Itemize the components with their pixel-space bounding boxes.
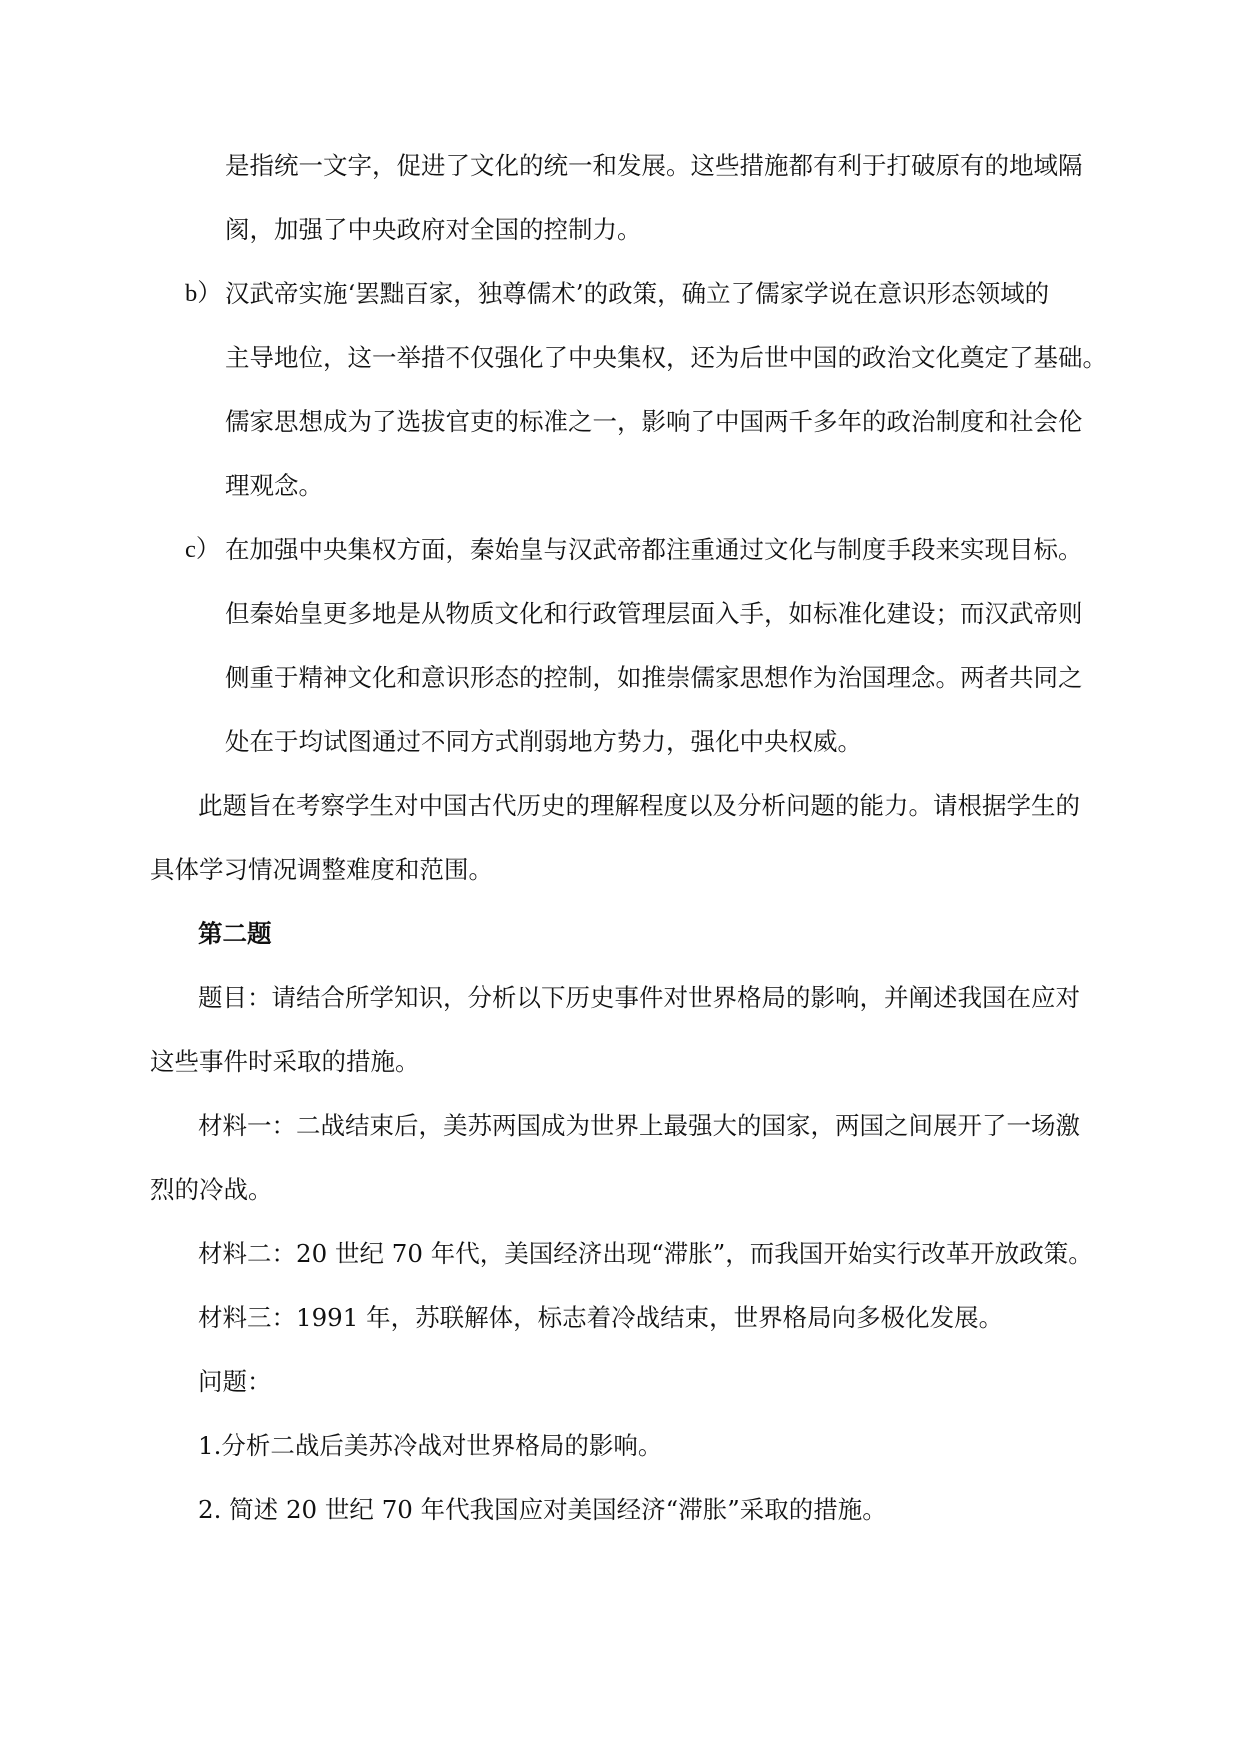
paragraph-line: 材料三：1991 年，苏联解体，标志着冷战结束，世界格局向多极化发展。 [198,1303,1004,1332]
question-item: 1.分析二战后美苏冷战对世界格局的影响。 [198,1431,663,1460]
paragraph-line: 理观念。 [225,471,323,500]
questions-label: 问题： [198,1367,272,1396]
paragraph-line: 此题旨在考察学生对中国古代历史的理解程度以及分析问题的能力。请根据学生的 [198,791,1080,820]
section-heading: 第二题 [198,919,272,948]
paragraph-line: 题目：请结合所学知识，分析以下历史事件对世界格局的影响，并阐述我国在应对 [198,983,1080,1012]
paragraph-line: 汉武帝实施‘罢黜百家，独尊儒术’的政策，确立了儒家学说在意识形态领域的 [225,279,1050,308]
paragraph-line: 阂，加强了中央政府对全国的控制力。 [225,215,642,244]
paragraph-line: 但秦始皇更多地是从物质文化和行政管理层面入手，如标准化建设；而汉武帝则 [225,599,1083,628]
paragraph-line: 主导地位，这一举措不仅强化了中央集权，还为后世中国的政治文化奠定了基础。 [225,343,1107,372]
paragraph-line: 侧重于精神文化和意识形态的控制，如推崇儒家思想作为治国理念。两者共同之 [225,663,1083,692]
paragraph-line: 材料二：20 世纪 70 年代，美国经济出现“滞胀”，而我国开始实行改革开放政策。 [198,1239,1093,1268]
paragraph-line: 材料一：二战结束后，美苏两国成为世界上最强大的国家，两国之间展开了一场激 [198,1111,1080,1140]
paragraph-line: 处在于均试图通过不同方式削弱地方势力，强化中央权威。 [225,727,862,756]
paragraph-line: 这些事件时采取的措施。 [150,1047,420,1076]
paragraph-line: 是指统一文字，促进了文化的统一和发展。这些措施都有利于打破原有的地域隔 [225,151,1083,180]
paragraph-line: 烈的冷战。 [150,1175,273,1204]
list-marker-b: b） [185,280,222,307]
list-marker-c: c） [185,536,221,563]
question-item: 2. 简述 20 世纪 70 年代我国应对美国经济“滞胀”采取的措施。 [198,1495,887,1524]
paragraph-line: 具体学习情况调整难度和范围。 [150,855,493,884]
paragraph-line: 在加强中央集权方面，秦始皇与汉武帝都注重通过文化与制度手段来实现目标。 [225,535,1083,564]
paragraph-line: 儒家思想成为了选拔官吏的标准之一，影响了中国两千多年的政治制度和社会伦 [225,407,1083,436]
